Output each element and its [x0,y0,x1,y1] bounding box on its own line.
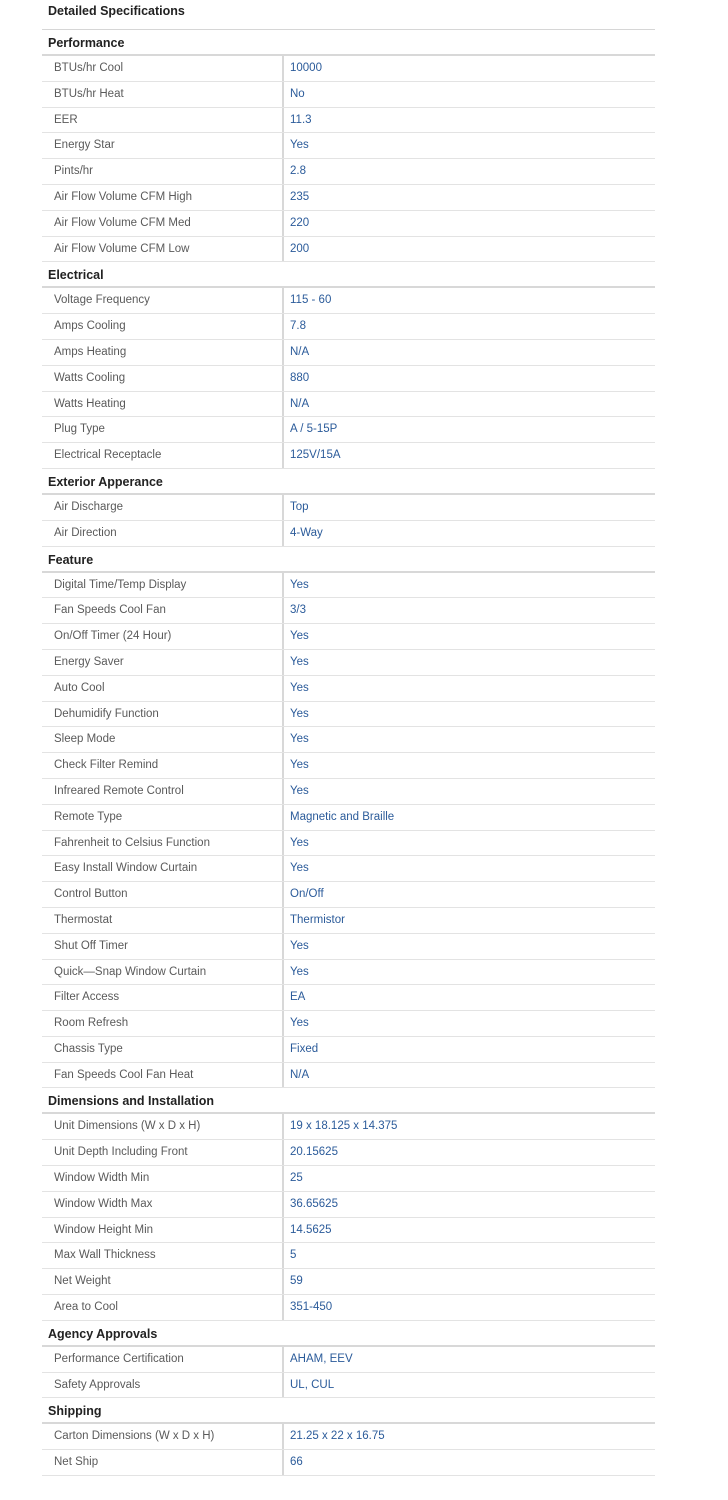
spec-label: Auto Cool [42,676,284,701]
spec-value: Fixed [290,1042,319,1055]
spec-row [42,650,655,676]
spec-label: Window Width Max [42,1192,284,1217]
spec-value: 880 [290,371,310,384]
spec-row [42,521,655,547]
spec-label: Fahrenheit to Celsius Function [42,831,284,856]
spec-row [42,960,655,986]
spec-value: Thermistor [290,913,345,926]
spec-value: 36.65625 [290,1197,338,1210]
spec-label: Shut Off Timer [42,934,284,959]
spec-label: Air Discharge [42,495,284,520]
spec-value: AHAM, EEV [290,1352,353,1365]
spec-value: 220 [290,216,310,229]
spec-value: Magnetic and Braille [290,810,395,823]
specifications-panel [42,0,655,1476]
spec-label: Check Filter Remind [42,753,284,778]
spec-row [42,1218,655,1244]
spec-row [42,82,655,108]
spec-label: Air Flow Volume CFM Med [42,211,284,236]
spec-label: Area to Cool [42,1295,284,1320]
spec-row [42,1450,655,1476]
spec-value: Yes [290,759,309,772]
spec-value: EA [290,991,306,1004]
spec-value: A / 5-15P [290,423,338,436]
spec-value: N/A [290,1068,310,1081]
spec-row [42,340,655,366]
spec-label: Amps Heating [42,340,284,365]
spec-row [42,314,655,340]
spec-label: Quick—Snap Window Curtain [42,960,284,985]
spec-value: 11.3 [290,113,312,126]
spec-label: BTUs/hr Cool [42,56,284,81]
spec-section [42,1321,655,1399]
section-heading: Feature [42,547,655,573]
spec-label: Control Button [42,882,284,907]
spec-label: Easy Install Window Curtain [42,856,284,881]
spec-value: Yes [290,965,309,978]
spec-section [42,1398,655,1476]
spec-value: Yes [290,655,309,668]
spec-value: 10000 [290,62,322,74]
section-heading: Performance [42,30,655,56]
spec-row [42,1166,655,1192]
spec-value: Yes [290,578,309,591]
spec-row [42,1011,655,1037]
spec-row [42,1373,655,1399]
spec-row [42,1114,655,1140]
spec-label: Air Direction [42,521,284,546]
spec-label: Net Ship [42,1450,284,1475]
spec-value: Yes [290,139,309,152]
spec-label: Safety Approvals [42,1373,284,1398]
spec-value: 7.8 [290,320,306,333]
spec-value: UL, CUL [290,1378,335,1391]
spec-row [42,392,655,418]
spec-row [42,1424,655,1450]
spec-label: Pints/hr [42,159,284,184]
spec-label: Thermostat [42,908,284,933]
spec-label: Unit Dimensions (W x D x H) [42,1114,284,1139]
spec-label: Plug Type [42,417,284,442]
section-heading: Electrical [42,262,655,288]
section-heading: Shipping [42,1398,655,1424]
spec-row [42,1037,655,1063]
section-heading: Agency Approvals [42,1321,655,1347]
spec-row [42,831,655,857]
spec-value: No [290,87,305,100]
spec-row [42,288,655,314]
spec-value: N/A [290,345,310,358]
spec-row [42,1269,655,1295]
spec-label: Air Flow Volume CFM High [42,185,284,210]
section-heading: Exterior Apperance [42,469,655,495]
spec-row [42,185,655,211]
spec-label: Fan Speeds Cool Fan [42,598,284,623]
spec-row [42,1140,655,1166]
spec-row [42,573,655,599]
spec-value: 3/3 [290,604,306,617]
spec-value: Top [290,500,309,513]
spec-row [42,676,655,702]
spec-row [42,624,655,650]
spec-label: Energy Saver [42,650,284,675]
spec-row [42,598,655,624]
spec-value: 25 [290,1172,303,1185]
spec-value: 4-Way [290,526,323,539]
spec-value: Yes [290,630,309,643]
spec-label: On/Off Timer (24 Hour) [42,624,284,649]
spec-value: 20.15625 [290,1146,338,1159]
spec-row [42,1347,655,1373]
spec-value: On/Off [290,888,324,901]
spec-row [42,56,655,82]
spec-label: EER [42,108,284,133]
spec-label: Carton Dimensions (W x D x H) [42,1424,284,1449]
spec-label: Air Flow Volume CFM Low [42,237,284,262]
spec-value: 59 [290,1275,303,1288]
page-title: Detailed Specifications [48,4,185,18]
spec-label: Electrical Receptacle [42,443,284,468]
spec-row [42,805,655,831]
spec-label: BTUs/hr Heat [42,82,284,107]
spec-value: 19 x 18.125 x 14.375 [290,1120,398,1133]
spec-row [42,1192,655,1218]
spec-label: Chassis Type [42,1037,284,1062]
spec-row [42,856,655,882]
spec-label: Filter Access [42,985,284,1010]
spec-section [42,30,655,262]
spec-row [42,133,655,159]
spec-label: Window Width Min [42,1166,284,1191]
spec-label: Digital Time/Temp Display [42,573,284,598]
spec-value: 125V/15A [290,449,341,462]
spec-row [42,159,655,185]
spec-row [42,908,655,934]
spec-label: Performance Certification [42,1347,284,1372]
spec-row [42,495,655,521]
spec-row [42,779,655,805]
spec-label: Max Wall Thickness [42,1243,284,1268]
spec-label: Net Weight [42,1269,284,1294]
spec-label: Sleep Mode [42,727,284,752]
spec-row [42,1243,655,1269]
spec-value: Yes [290,836,309,849]
spec-row [42,108,655,134]
spec-section [42,1088,655,1320]
spec-row [42,211,655,237]
spec-value: Yes [290,707,309,720]
spec-label: Unit Depth Including Front [42,1140,284,1165]
section-heading: Dimensions and Installation [42,1088,655,1114]
spec-label: Room Refresh [42,1011,284,1036]
spec-value: Yes [290,862,309,875]
spec-label: Remote Type [42,805,284,830]
spec-value: 200 [290,242,310,255]
spec-label: Dehumidify Function [42,702,284,727]
spec-value: 14.5625 [290,1223,332,1236]
spec-row [42,443,655,469]
spec-value: 66 [290,1456,303,1469]
spec-value: Yes [290,1017,309,1030]
spec-row [42,1063,655,1089]
spec-value: N/A [290,397,310,410]
spec-value: 21.25 x 22 x 16.75 [290,1430,385,1443]
spec-label: Amps Cooling [42,314,284,339]
spec-value: Yes [290,681,309,694]
spec-label: Window Height Min [42,1218,284,1243]
spec-value: 235 [290,190,310,203]
spec-value: 351-450 [290,1301,333,1314]
spec-value: 115 - 60 [290,294,332,307]
spec-value: 2.8 [290,165,306,178]
spec-row [42,1295,655,1321]
spec-value: 5 [290,1249,297,1262]
spec-label: Fan Speeds Cool Fan Heat [42,1063,284,1088]
spec-row [42,366,655,392]
spec-row [42,417,655,443]
spec-value: Yes [290,939,309,952]
spec-row [42,753,655,779]
spec-row [42,702,655,728]
spec-value: Yes [290,733,309,746]
spec-label: Watts Cooling [42,366,284,391]
spec-row [42,882,655,908]
spec-label: Energy Star [42,133,284,158]
spec-row [42,727,655,753]
spec-value: Yes [290,784,309,797]
spec-section [42,469,655,547]
spec-row [42,934,655,960]
spec-section [42,262,655,469]
spec-label: Infreared Remote Control [42,779,284,804]
spec-label: Watts Heating [42,392,284,417]
spec-row [42,237,655,263]
spec-label: Voltage Frequency [42,288,284,313]
spec-section [42,547,655,1089]
spec-sections [42,30,655,1476]
spec-row [42,985,655,1011]
